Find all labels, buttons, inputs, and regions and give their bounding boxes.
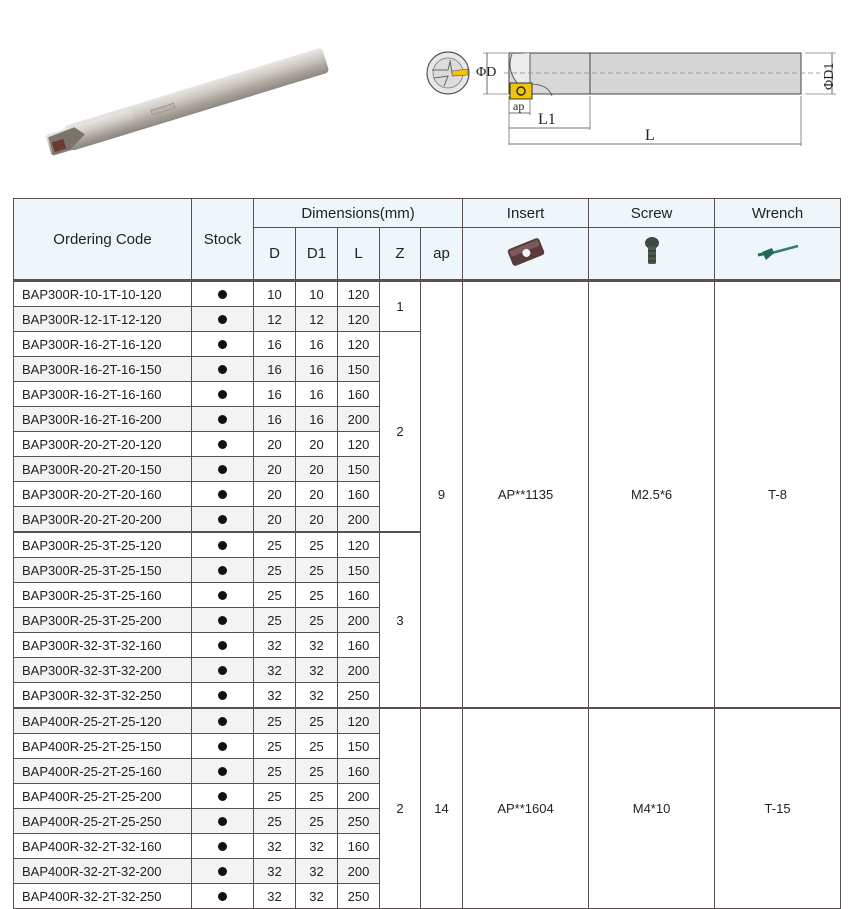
stock-cell	[192, 608, 254, 633]
header-screw: Screw	[589, 199, 715, 228]
stock-dot-icon	[218, 415, 227, 424]
stock-dot-icon	[218, 691, 227, 700]
header-l: L	[338, 228, 380, 281]
d1-cell: 25	[296, 532, 338, 558]
stock-dot-icon	[218, 315, 227, 324]
stock-cell	[192, 532, 254, 558]
d-cell: 16	[254, 332, 296, 357]
d-cell: 25	[254, 583, 296, 608]
stock-cell	[192, 784, 254, 809]
ordering-code-cell: BAP400R-25-2T-25-250	[14, 809, 192, 834]
ordering-code-cell: BAP300R-16-2T-16-200	[14, 407, 192, 432]
l-cell: 150	[338, 558, 380, 583]
stock-cell	[192, 708, 254, 734]
stock-dot-icon	[218, 290, 227, 299]
stock-dot-icon	[218, 591, 227, 600]
header-dimensions: Dimensions(mm)	[254, 199, 463, 228]
header-d1: D1	[296, 228, 338, 281]
l-cell: 200	[338, 608, 380, 633]
d-cell: 10	[254, 281, 296, 307]
stock-dot-icon	[218, 767, 227, 776]
stock-dot-icon	[218, 817, 227, 826]
d1-cell: 32	[296, 884, 338, 909]
stock-cell	[192, 884, 254, 909]
d-cell: 25	[254, 759, 296, 784]
l-cell: 250	[338, 884, 380, 909]
stock-cell	[192, 507, 254, 533]
stock-cell	[192, 583, 254, 608]
stock-dot-icon	[218, 616, 227, 625]
stock-cell	[192, 734, 254, 759]
stock-cell	[192, 558, 254, 583]
ordering-code-cell: BAP300R-20-2T-20-160	[14, 482, 192, 507]
d-cell: 12	[254, 307, 296, 332]
stock-dot-icon	[218, 717, 227, 726]
l-cell: 200	[338, 407, 380, 432]
dim-label-d1: ΦD1	[822, 62, 837, 90]
d-cell: 32	[254, 834, 296, 859]
d-cell: 32	[254, 658, 296, 683]
d1-cell: 25	[296, 734, 338, 759]
d1-cell: 20	[296, 482, 338, 507]
screw-cell: M2.5*6	[589, 281, 715, 709]
stock-cell	[192, 307, 254, 332]
ordering-table	[13, 198, 841, 909]
stock-dot-icon	[218, 440, 227, 449]
stock-dot-icon	[218, 792, 227, 801]
d1-cell: 25	[296, 759, 338, 784]
stock-cell	[192, 859, 254, 884]
stock-cell	[192, 332, 254, 357]
ordering-code-cell: BAP400R-25-2T-25-120	[14, 708, 192, 734]
header-insert: Insert	[463, 199, 589, 228]
d1-cell: 20	[296, 507, 338, 533]
wrench-cell: T-15	[715, 708, 841, 909]
table-row	[14, 281, 841, 307]
insert-cell: AP**1135	[463, 281, 589, 709]
stock-cell	[192, 382, 254, 407]
z-cell: 3	[380, 532, 421, 708]
d1-cell: 25	[296, 708, 338, 734]
stock-dot-icon	[218, 465, 227, 474]
d-cell: 25	[254, 809, 296, 834]
d-cell: 20	[254, 432, 296, 457]
l-cell: 200	[338, 859, 380, 884]
d1-cell: 25	[296, 558, 338, 583]
d1-cell: 32	[296, 658, 338, 683]
d1-cell: 25	[296, 809, 338, 834]
d1-cell: 25	[296, 608, 338, 633]
l-cell: 250	[338, 683, 380, 709]
table-row	[14, 708, 841, 734]
insert-icon	[463, 228, 589, 281]
stock-cell	[192, 482, 254, 507]
header-wrench: Wrench	[715, 199, 841, 228]
stock-dot-icon	[218, 892, 227, 901]
l-cell: 160	[338, 834, 380, 859]
d1-cell: 20	[296, 432, 338, 457]
ordering-code-cell: BAP400R-25-2T-25-160	[14, 759, 192, 784]
screw-icon	[589, 228, 715, 281]
d1-cell: 10	[296, 281, 338, 307]
d1-cell: 32	[296, 834, 338, 859]
l-cell: 250	[338, 809, 380, 834]
screw-cell: M4*10	[589, 708, 715, 909]
dim-label-ap: ap	[513, 99, 525, 113]
d-cell: 20	[254, 482, 296, 507]
stock-cell	[192, 683, 254, 709]
l-cell: 160	[338, 759, 380, 784]
d1-cell: 20	[296, 457, 338, 482]
d1-cell: 16	[296, 357, 338, 382]
header-ordering-code: Ordering Code	[14, 199, 192, 281]
l-cell: 150	[338, 734, 380, 759]
d1-cell: 32	[296, 683, 338, 709]
stock-dot-icon	[218, 365, 227, 374]
l-cell: 150	[338, 457, 380, 482]
d1-cell: 16	[296, 332, 338, 357]
d-cell: 32	[254, 683, 296, 709]
z-cell: 1	[380, 281, 421, 332]
ap-cell: 14	[421, 708, 463, 909]
stock-cell	[192, 658, 254, 683]
l-cell: 200	[338, 784, 380, 809]
d1-cell: 32	[296, 633, 338, 658]
ordering-code-cell: BAP400R-25-2T-25-200	[14, 784, 192, 809]
d1-cell: 16	[296, 382, 338, 407]
stock-cell	[192, 457, 254, 482]
stock-dot-icon	[218, 541, 227, 550]
stock-dot-icon	[218, 842, 227, 851]
d-cell: 25	[254, 558, 296, 583]
ordering-code-cell: BAP300R-25-3T-25-200	[14, 608, 192, 633]
l-cell: 160	[338, 583, 380, 608]
ordering-code-cell: BAP300R-16-2T-16-150	[14, 357, 192, 382]
z-cell: 2	[380, 708, 421, 909]
stock-dot-icon	[218, 641, 227, 650]
l-cell: 120	[338, 332, 380, 357]
stock-cell	[192, 281, 254, 307]
ordering-code-cell: BAP400R-32-2T-32-250	[14, 884, 192, 909]
d-cell: 20	[254, 507, 296, 533]
dim-label-d: ΦD	[476, 65, 497, 80]
end-mill-technical-drawing	[420, 40, 853, 155]
l-cell: 160	[338, 633, 380, 658]
ordering-code-cell: BAP300R-12-1T-12-120	[14, 307, 192, 332]
stock-dot-icon	[218, 340, 227, 349]
d-cell: 25	[254, 734, 296, 759]
l-cell: 120	[338, 307, 380, 332]
ordering-code-cell: BAP400R-32-2T-32-160	[14, 834, 192, 859]
ordering-code-cell: BAP400R-25-2T-25-150	[14, 734, 192, 759]
header-ap: ap	[421, 228, 463, 281]
ordering-code-cell: BAP300R-20-2T-20-150	[14, 457, 192, 482]
d-cell: 25	[254, 708, 296, 734]
stock-cell	[192, 809, 254, 834]
d1-cell: 25	[296, 784, 338, 809]
ordering-code-cell: BAP400R-32-2T-32-200	[14, 859, 192, 884]
stock-cell	[192, 633, 254, 658]
d-cell: 25	[254, 784, 296, 809]
d1-cell: 16	[296, 407, 338, 432]
l-cell: 120	[338, 281, 380, 307]
stock-dot-icon	[218, 867, 227, 876]
ordering-code-cell: BAP300R-32-3T-32-200	[14, 658, 192, 683]
d-cell: 32	[254, 859, 296, 884]
ordering-code-cell: BAP300R-20-2T-20-200	[14, 507, 192, 533]
ordering-code-cell: BAP300R-16-2T-16-160	[14, 382, 192, 407]
ordering-code-cell: BAP300R-20-2T-20-120	[14, 432, 192, 457]
stock-dot-icon	[218, 390, 227, 399]
header-z: Z	[380, 228, 421, 281]
ordering-code-cell: BAP300R-10-1T-10-120	[14, 281, 192, 307]
d-cell: 25	[254, 608, 296, 633]
stock-cell	[192, 432, 254, 457]
l-cell: 150	[338, 357, 380, 382]
stock-dot-icon	[218, 515, 227, 524]
dim-label-l1: L1	[538, 111, 556, 128]
end-mill-photo	[30, 30, 350, 160]
d-cell: 32	[254, 884, 296, 909]
l-cell: 200	[338, 658, 380, 683]
d-cell: 32	[254, 633, 296, 658]
z-cell: 2	[380, 332, 421, 533]
d-cell: 16	[254, 407, 296, 432]
d1-cell: 32	[296, 859, 338, 884]
d1-cell: 25	[296, 583, 338, 608]
ordering-code-cell: BAP300R-32-3T-32-160	[14, 633, 192, 658]
wrench-cell: T-8	[715, 281, 841, 709]
l-cell: 120	[338, 708, 380, 734]
stock-cell	[192, 834, 254, 859]
stock-cell	[192, 357, 254, 382]
stock-cell	[192, 759, 254, 784]
header-d: D	[254, 228, 296, 281]
d-cell: 20	[254, 457, 296, 482]
ordering-code-cell: BAP300R-25-3T-25-120	[14, 532, 192, 558]
d-cell: 16	[254, 382, 296, 407]
ordering-code-cell: BAP300R-25-3T-25-160	[14, 583, 192, 608]
d-cell: 25	[254, 532, 296, 558]
l-cell: 120	[338, 432, 380, 457]
l-cell: 160	[338, 482, 380, 507]
dim-label-l: L	[645, 127, 655, 144]
wrench-icon	[715, 228, 841, 281]
stock-dot-icon	[218, 666, 227, 675]
insert-cell: AP**1604	[463, 708, 589, 909]
stock-cell	[192, 407, 254, 432]
l-cell: 120	[338, 532, 380, 558]
end-view-icon	[427, 52, 469, 94]
l-cell: 200	[338, 507, 380, 533]
ordering-code-cell: BAP300R-25-3T-25-150	[14, 558, 192, 583]
l-cell: 160	[338, 382, 380, 407]
stock-dot-icon	[218, 566, 227, 575]
ordering-code-cell: BAP300R-16-2T-16-120	[14, 332, 192, 357]
ap-cell: 9	[421, 281, 463, 709]
d1-cell: 12	[296, 307, 338, 332]
stock-dot-icon	[218, 490, 227, 499]
ordering-code-cell: BAP300R-32-3T-32-250	[14, 683, 192, 709]
d-cell: 16	[254, 357, 296, 382]
stock-dot-icon	[218, 742, 227, 751]
table-body	[14, 281, 841, 909]
header-stock: Stock	[192, 199, 254, 281]
